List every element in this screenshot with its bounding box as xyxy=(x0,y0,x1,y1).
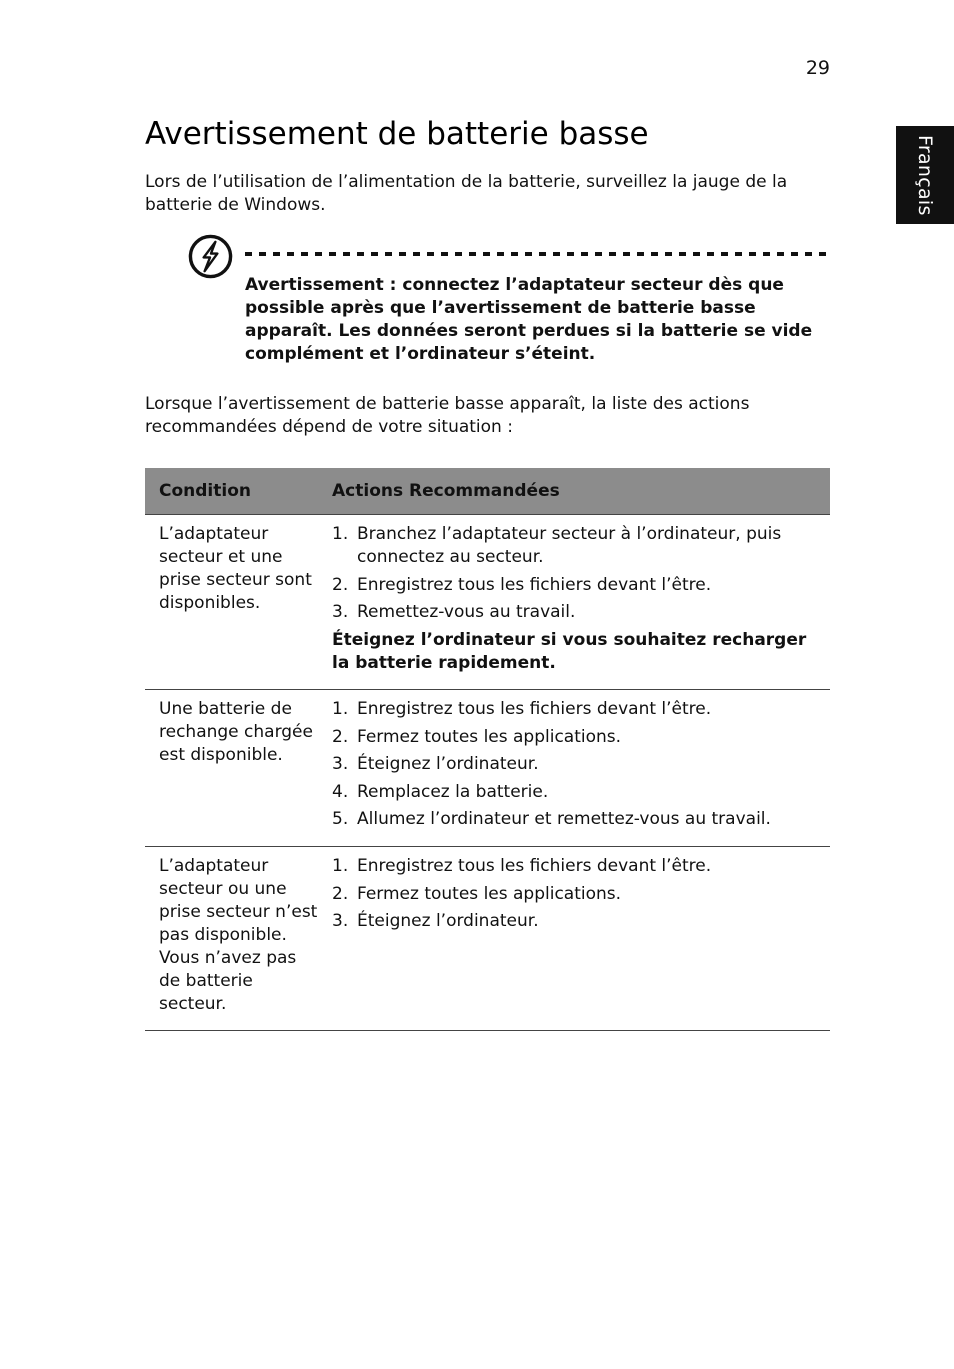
action-item xyxy=(332,910,820,933)
condition-cell: L’adaptateur secteur ou une prise secteur n’est pas disponible. Vous n’avez pas de batterie secteur. xyxy=(159,856,318,1014)
page-number: 29 xyxy=(805,57,830,79)
condition-cell: L’adaptateur secteur et une prise secteur sont disponibles. xyxy=(159,524,312,613)
action-number: 2. xyxy=(332,883,349,904)
actions-cell xyxy=(332,855,830,1030)
header-condition: Condition xyxy=(159,481,251,501)
action-number: 1. xyxy=(332,524,349,544)
action-text: Remettez-vous au travail. xyxy=(357,602,576,622)
action-number: 1. xyxy=(332,856,349,876)
action-item xyxy=(332,601,820,624)
action-text: Éteignez l’ordinateur. xyxy=(357,754,539,774)
section-title: Avertissement de batterie basse xyxy=(145,116,649,152)
action-item xyxy=(332,698,820,721)
intro-paragraph: Lors de l’utilisation de l’alimentation de la batterie, surveillez la jauge de la batterie de Windows. xyxy=(145,172,788,215)
action-text: Fermez toutes les applications. xyxy=(357,726,622,747)
warning-divider xyxy=(245,252,830,256)
action-list xyxy=(332,698,820,831)
lightning-warning-icon xyxy=(187,233,234,280)
lead-paragraph: Lorsque l’avertissement de batterie basse apparaît, la liste des actions recommandées dépend de votre situation : xyxy=(145,394,750,437)
table-header xyxy=(145,468,830,515)
action-text: Remplacez la batterie. xyxy=(357,781,549,802)
action-item xyxy=(332,753,820,776)
action-text: Allumez l’ordinateur et remettez-vous au travail. xyxy=(357,809,771,829)
table-row xyxy=(145,847,830,1031)
action-number: 1. xyxy=(332,699,349,719)
action-number: 2. xyxy=(332,574,349,595)
action-list xyxy=(332,855,820,933)
table-row xyxy=(145,515,830,690)
action-number: 2. xyxy=(332,726,349,747)
actions-table xyxy=(145,468,830,1031)
action-number: 3. xyxy=(332,911,349,931)
action-item xyxy=(332,808,820,831)
action-list xyxy=(332,523,820,624)
action-number: 4. xyxy=(332,781,349,802)
language-tab-label: Français xyxy=(914,134,936,216)
action-item xyxy=(332,855,820,878)
action-number: 3. xyxy=(332,602,349,622)
action-number: 3. xyxy=(332,754,349,774)
action-number: 5. xyxy=(332,809,349,829)
action-item xyxy=(332,883,820,906)
action-item xyxy=(332,726,820,749)
action-item xyxy=(332,523,820,569)
table-row xyxy=(145,690,830,847)
warning-text: Avertissement : connectez l’adaptateur secteur dès que possible après que l’avertissement de batterie basse apparaît. Les données seront perdues si la batterie se vide complément et l’ordinateur s’éteint. xyxy=(245,275,813,364)
action-text: Branchez l’adaptateur secteur à l’ordinateur, puis connectez au secteur. xyxy=(357,524,782,567)
action-item xyxy=(332,574,820,597)
actions-cell xyxy=(332,698,830,846)
action-text: Enregistrez tous les fichiers devant l’être. xyxy=(357,574,712,595)
header-actions: Actions Recommandées xyxy=(332,481,560,501)
language-tab xyxy=(896,126,954,224)
action-text: Enregistrez tous les fichiers devant l’être. xyxy=(357,699,712,719)
action-text: Éteignez l’ordinateur. xyxy=(357,911,539,931)
action-text: Fermez toutes les applications. xyxy=(357,883,622,904)
action-text: Enregistrez tous les fichiers devant l’être. xyxy=(357,856,712,876)
action-item xyxy=(332,781,820,804)
condition-cell: Une batterie de rechange chargée est disponible. xyxy=(159,699,313,765)
actions-cell xyxy=(332,523,830,689)
action-note: Éteignez l’ordinateur si vous souhaitez recharger la batterie rapidement. xyxy=(332,629,807,673)
